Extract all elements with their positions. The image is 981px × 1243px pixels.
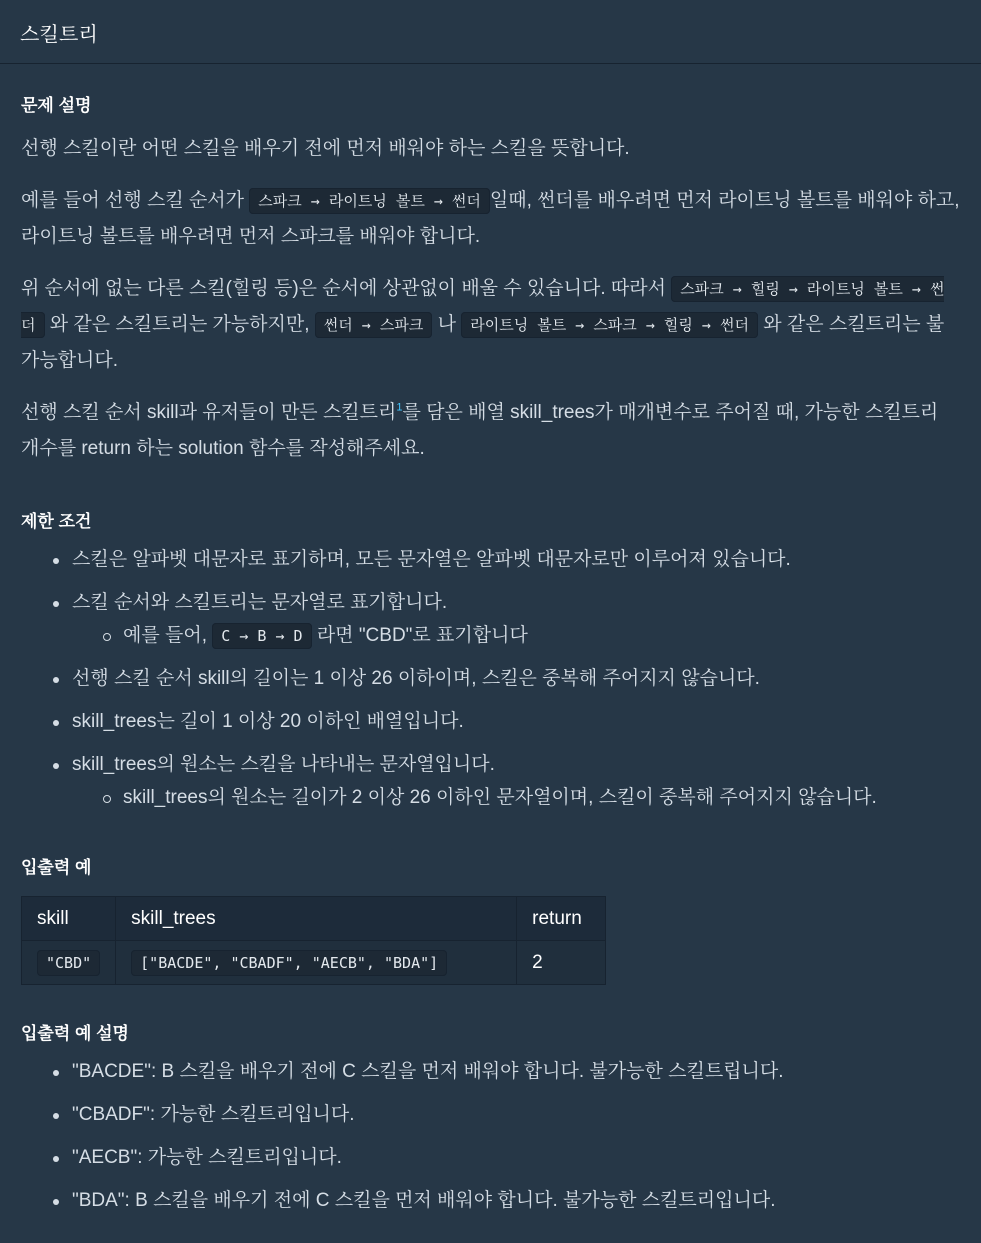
description-paragraph-3 [21,271,961,379]
list-item: "AECB": 가능한 스킬트리입니다. [72,1143,961,1173]
text: 나 [437,314,462,335]
list-item: "CBADF": 가능한 스킬트리입니다. [72,1100,961,1130]
description-paragraph-2 [21,183,961,255]
list-item: "BDA": B 스킬을 배우기 전에 C 스킬을 먼저 배워야 합니다. 불가능한 스킬트리입니다. [72,1186,961,1216]
list-item: 선행 스킬 순서 skill의 길이는 1 이상 26 이하이며, 스킬은 중복해 주어지지 않습니다. [72,664,961,694]
text: 일때, 썬더를 배우려면 먼저 라이트닝 볼트를 배워야 하고, 라이트닝 볼트를 배우려면 먼저 스파크를 배워야 합니다. [21,190,960,247]
description-paragraph-4 [21,395,961,467]
text: 예를 들어 선행 스킬 순서가 [21,190,250,211]
cell-skill-trees [116,941,517,985]
table-header-row [22,897,606,941]
sub-list [72,621,961,651]
problem-description-heading: 문제 설명 [21,96,92,115]
text: skill_trees의 원소는 스킬을 나타내는 문자열입니다. [72,754,495,775]
text: 위 순서에 없는 다른 스킬(힐링 등)은 순서에 상관없이 배울 수 있습니다. 따라서 [21,278,672,299]
column-header-skill-trees: skill_trees [116,897,517,941]
list-item: "BACDE": B 스킬을 배우기 전에 C 스킬을 먼저 배워야 합니다. 불가능한 스킬트립니다. [72,1057,961,1087]
code-value: ["BACDE", "CBADF", "AECB", "BDA"] [131,950,447,976]
text: 와 같은 스킬트리는 불가능합니다. [21,314,945,371]
sub-list-item: skill_trees의 원소는 길이가 2 이상 26 이하인 문자열이며, 스킬이 중복해 주어지지 않습니다. [123,783,961,813]
table-row [22,941,606,985]
cell-return: 2 [517,941,606,985]
code-invalid-tree-2: 라이트닝 볼트 → 스파크 → 힐링 → 썬더 [461,312,758,338]
column-header-return: return [517,897,606,941]
text: 스킬 순서와 스킬트리는 문자열로 표기합니다. [72,592,448,613]
io-example-table [21,896,606,985]
header [0,0,981,64]
code-example: C → B → D [212,623,311,649]
text: 와 같은 스킬트리는 가능하지만, [49,314,315,335]
list-item [72,588,961,651]
limits-list [21,545,961,813]
description-paragraph-1: 선행 스킬이란 어떤 스킬을 배우기 전에 먼저 배워야 하는 스킬을 뜻합니다. [21,138,630,159]
code-skill-order: 스파크 → 라이트닝 볼트 → 썬더 [249,188,490,214]
explanation-list [21,1057,961,1216]
io-example-heading: 입출력 예 [21,858,92,877]
text: 예를 들어, [123,625,213,646]
list-item: skill_trees는 길이 1 이상 20 이하인 배열입니다. [72,707,961,737]
sub-list-item [123,621,961,651]
text: 선행 스킬 순서 skill과 유저들이 만든 스킬트리 [21,402,397,423]
text: 를 담은 배열 skill_trees가 매개변수로 주어질 때, 가능한 스킬트리 개수를 return 하는 solution 함수를 작성해주세요. [21,402,939,459]
code-value: "CBD" [37,950,100,976]
column-header-skill: skill [22,897,116,941]
limits-heading: 제한 조건 [21,512,92,531]
text: 라면 "CBD"로 표기합니다 [311,625,528,646]
footnote-link[interactable]: 1 [396,401,403,414]
page-title: 스킬트리 [20,24,99,46]
cell-skill [22,941,116,985]
sub-list [72,783,961,813]
problem-content [0,64,981,1216]
code-valid-tree: 스파크 → 힐링 → 라이트닝 볼트 → 썬더 [21,276,944,338]
list-item [72,750,961,813]
io-explanation-heading: 입출력 예 설명 [21,1024,129,1043]
code-invalid-tree-1: 썬더 → 스파크 [315,312,433,338]
list-item: 스킬은 알파벳 대문자로 표기하며, 모든 문자열은 알파벳 대문자로만 이루어져 있습니다. [72,545,961,575]
